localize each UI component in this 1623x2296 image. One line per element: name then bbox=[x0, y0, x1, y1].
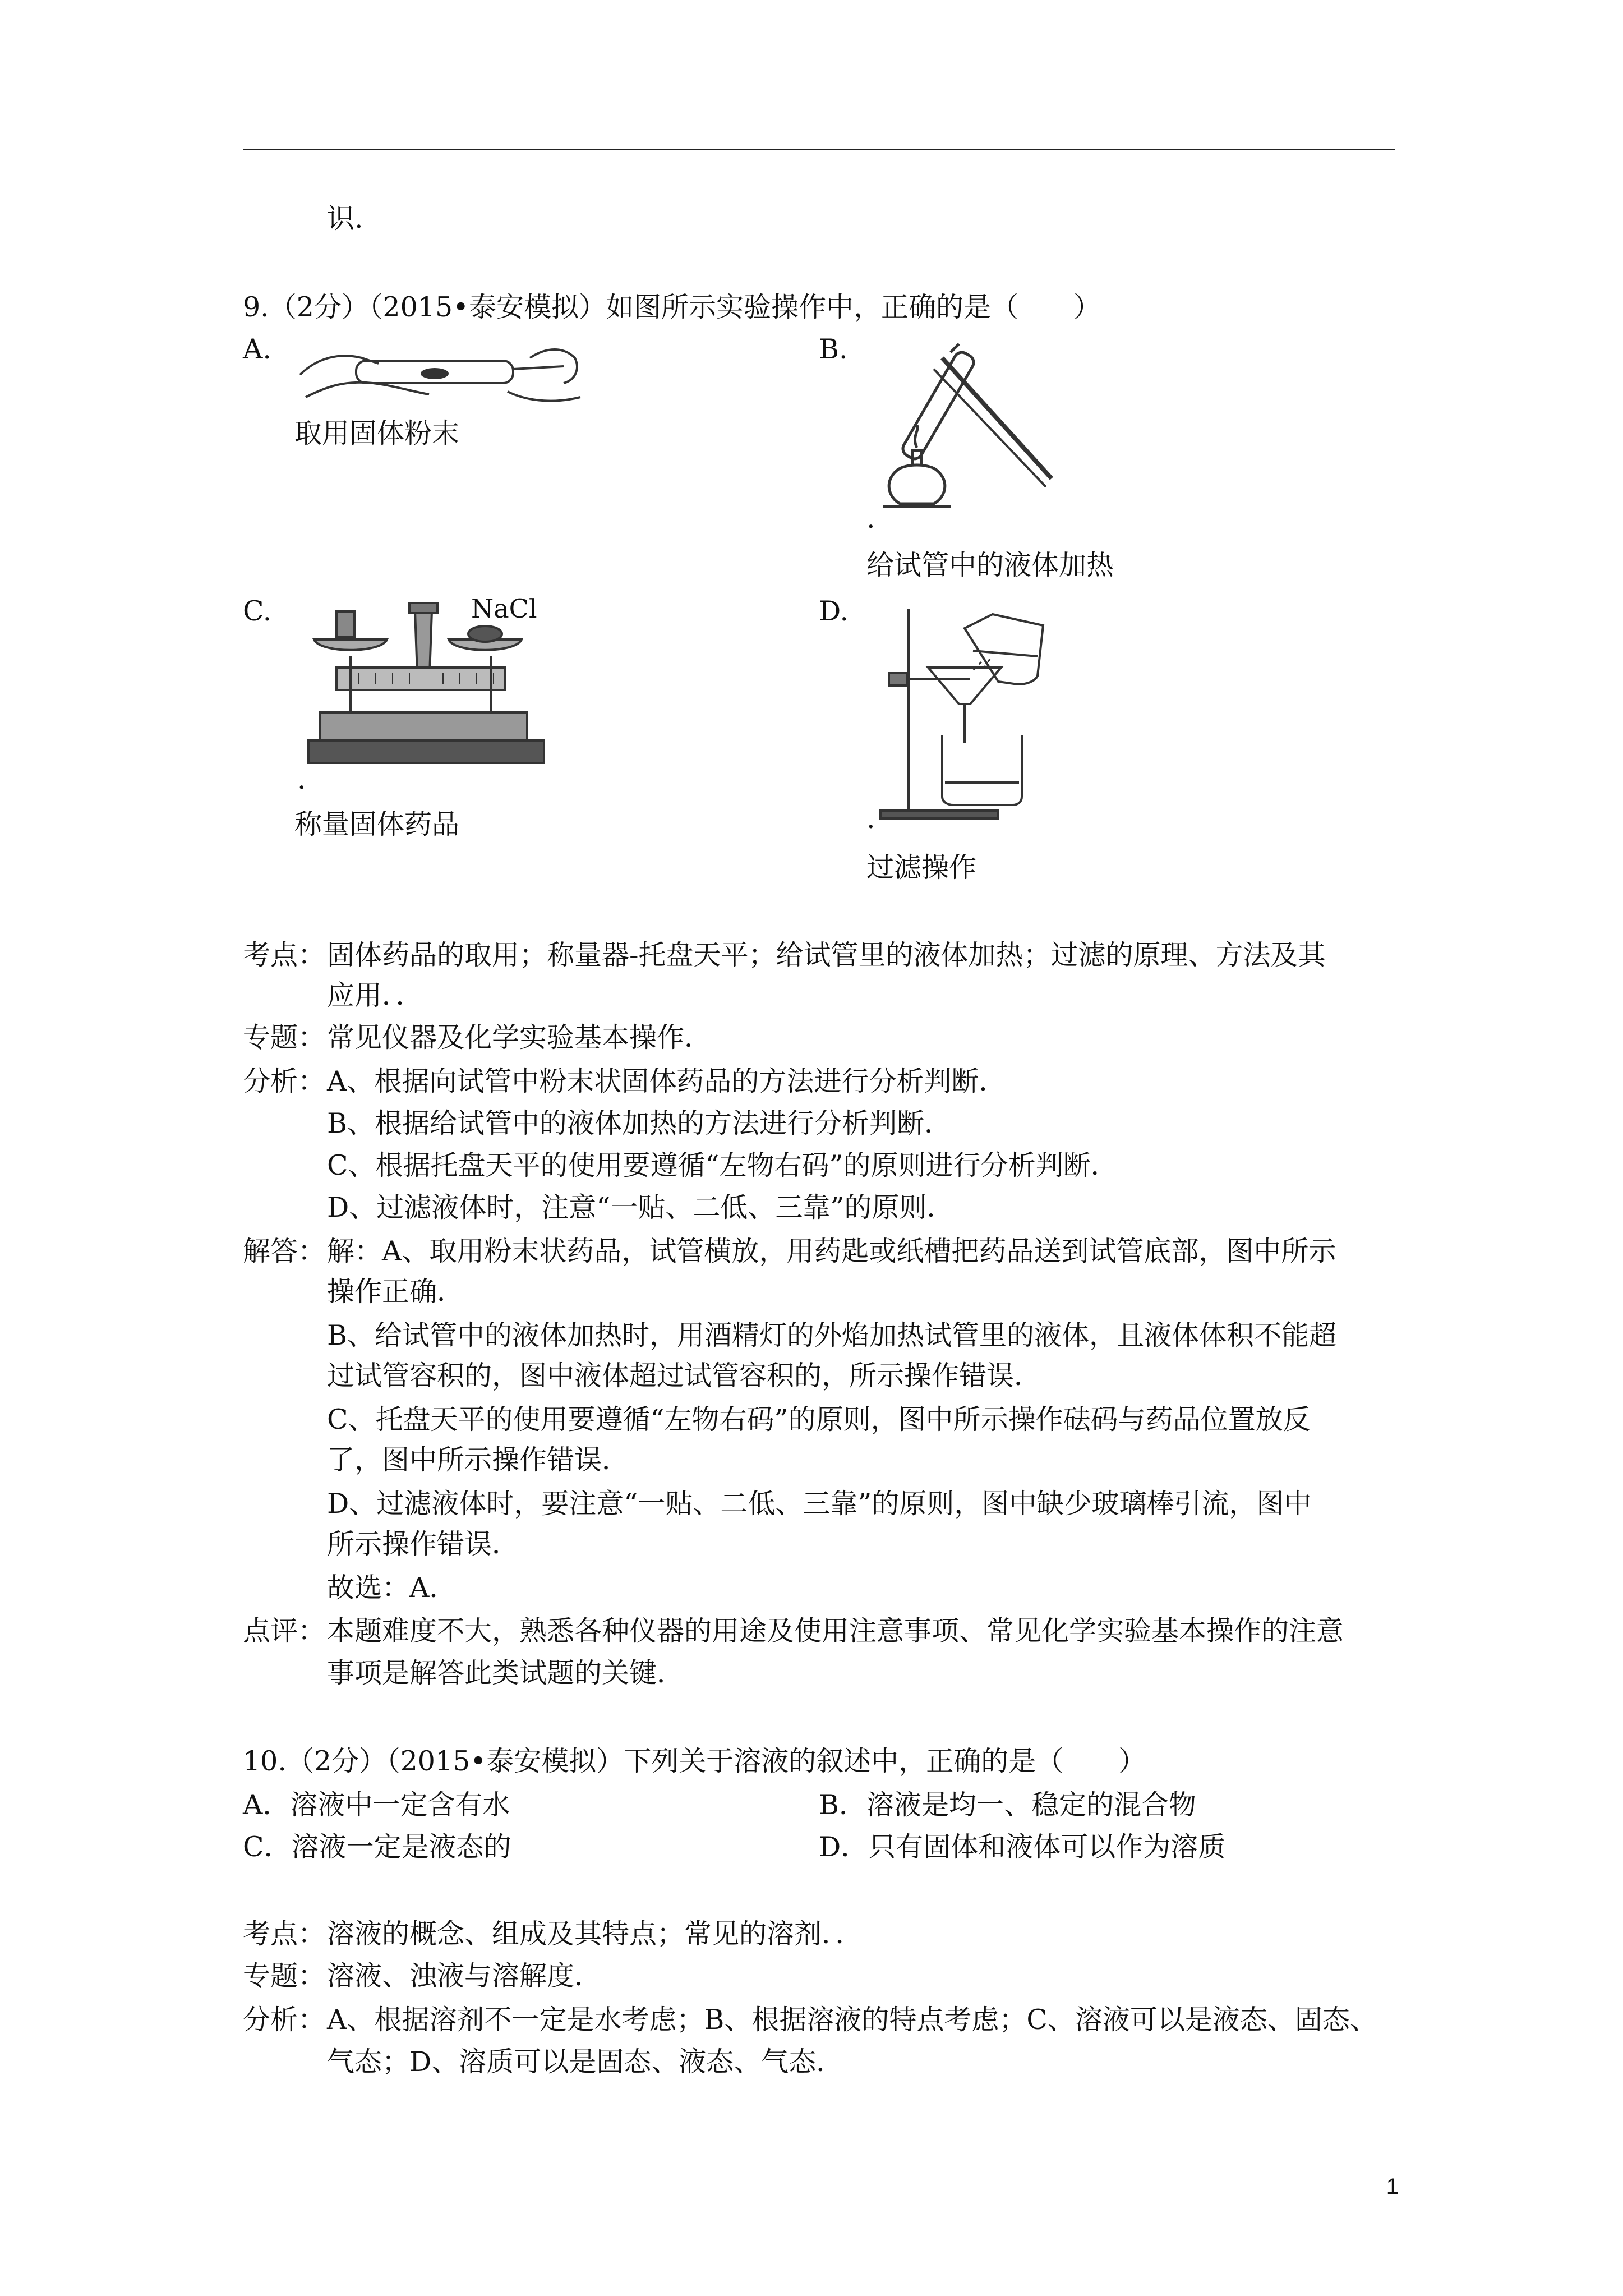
q10-option-a: A．溶液中一定含有水 bbox=[243, 1789, 510, 1821]
q9-fenxi-d: D、过滤液体时，注意“一贴、二低、三靠”的原则． bbox=[327, 1191, 955, 1223]
figure-d-filtration bbox=[875, 597, 1077, 825]
q9-zhuanti: 常见仪器及化学实验基本操作． bbox=[327, 1022, 712, 1053]
q9-jieda-label: 解答： bbox=[243, 1235, 326, 1267]
q9-kaodian-label: 考点： bbox=[243, 939, 326, 971]
q9-jieda-line7: D、过滤液体时，要注意“一贴、二低、三靠”的原则，图中缺少玻璃棒引流，图中 bbox=[327, 1488, 1312, 1520]
q9-stem: 9.（2分）（2015•泰安模拟）如图所示实验操作中，正确的是（ ） bbox=[243, 291, 1101, 323]
page-number: 1 bbox=[1386, 2174, 1399, 2199]
q9-fenxi-a: A、根据向试管中粉末状固体药品的方法进行分析判断． bbox=[327, 1065, 1007, 1097]
q9-zhuanti-label: 专题： bbox=[243, 1022, 326, 1053]
q10-kaodian: 溶液的概念、组成及其特点；常见的溶剂．． bbox=[327, 1918, 863, 1950]
q9-option-d-caption: 过滤操作 bbox=[866, 852, 977, 884]
q9-dianping-label: 点评： bbox=[243, 1615, 326, 1647]
q9-jieda-line3: B、给试管中的液体加热时，用酒精灯的外焰加热试管里的液体，且液体体积不能超 bbox=[327, 1319, 1337, 1351]
q10-stem: 10.（2分）（2015•泰安模拟）下列关于溶液的叙述中，正确的是（ ） bbox=[243, 1745, 1146, 1777]
figure-c-nacl-label: NaCl bbox=[471, 593, 537, 624]
q9-jieda-line6: 了，图中所示操作错误． bbox=[327, 1444, 630, 1476]
q10-kaodian-label: 考点： bbox=[243, 1918, 326, 1950]
q9-dianping-line1: 本题难度不大，熟悉各种仪器的用途及使用注意事项、常见化学实验基本操作的注意 bbox=[327, 1615, 1344, 1647]
top-fragment: 识. bbox=[327, 203, 363, 234]
q9-jieda-line2: 操作正确． bbox=[327, 1276, 465, 1308]
q9-option-d-letter: D. bbox=[819, 595, 849, 627]
figure-a-powder-tube bbox=[294, 330, 586, 408]
q9-jieda-line4: 过试管容积的，图中液体超过试管容积的，所示操作错误． bbox=[327, 1360, 1042, 1392]
q10-option-b: B．溶液是均一、稳定的混合物 bbox=[819, 1789, 1197, 1821]
q9-fenxi-c: C、根据托盘天平的使用要遵循“左物右码”的原则进行分析判断． bbox=[327, 1149, 1118, 1181]
q9-kaodian-line2: 应用．． bbox=[327, 979, 423, 1011]
q9-option-b-caption: 给试管中的液体加热 bbox=[866, 549, 1114, 581]
figure-c-dot: . bbox=[297, 763, 306, 795]
q9-jieda-line8: 所示操作错误． bbox=[327, 1528, 520, 1560]
q10-fenxi-line1: A、根据溶剂不一定是水考虑；B、根据溶液的特点考虑；C、溶液可以是液态、固态、 bbox=[327, 2004, 1377, 2036]
figure-b-heating-tube bbox=[866, 335, 1091, 526]
q9-option-a-letter: A. bbox=[243, 333, 271, 365]
q9-kaodian-line1: 固体药品的取用；称量器-托盘天平；给试管里的液体加热；过滤的原理、方法及其 bbox=[327, 939, 1326, 971]
q10-fenxi-line2: 气态；D、溶质可以是固态、液态、气态． bbox=[327, 2046, 844, 2078]
q9-option-b-letter: B. bbox=[819, 333, 848, 365]
q9-fenxi-b: B、根据给试管中的液体加热的方法进行分析判断． bbox=[327, 1107, 952, 1139]
q9-option-a-caption: 取用固体粉末 bbox=[294, 417, 460, 449]
q9-jieda-line1: 解：A、取用粉末状药品，试管横放，用药匙或纸槽把药品送到试管底部，图中所示 bbox=[327, 1235, 1336, 1267]
q9-jieda-line5: C、托盘天平的使用要遵循“左物右码”的原则，图中所示操作砝码与药品位置放反 bbox=[327, 1404, 1311, 1435]
header-rule bbox=[243, 149, 1395, 150]
q10-zhuanti: 溶液、浊液与溶解度． bbox=[327, 1960, 602, 1992]
q9-dianping-line2: 事项是解答此类试题的关键． bbox=[327, 1657, 685, 1689]
q9-option-c-caption: 称量固体药品 bbox=[294, 808, 460, 840]
q10-option-d: D．只有固体和液体可以作为溶质 bbox=[819, 1831, 1226, 1863]
q9-fenxi-label: 分析： bbox=[243, 1065, 326, 1097]
q10-zhuanti-label: 专题： bbox=[243, 1960, 326, 1992]
q9-jieda-answer: 故选：A． bbox=[327, 1572, 457, 1604]
q9-option-c-letter: C. bbox=[243, 595, 272, 627]
q10-option-c: C．溶液一定是液态的 bbox=[243, 1831, 511, 1863]
figure-d-dot: . bbox=[866, 803, 875, 835]
q10-fenxi-label: 分析： bbox=[243, 2004, 326, 2036]
figure-b-dot: . bbox=[866, 503, 875, 535]
